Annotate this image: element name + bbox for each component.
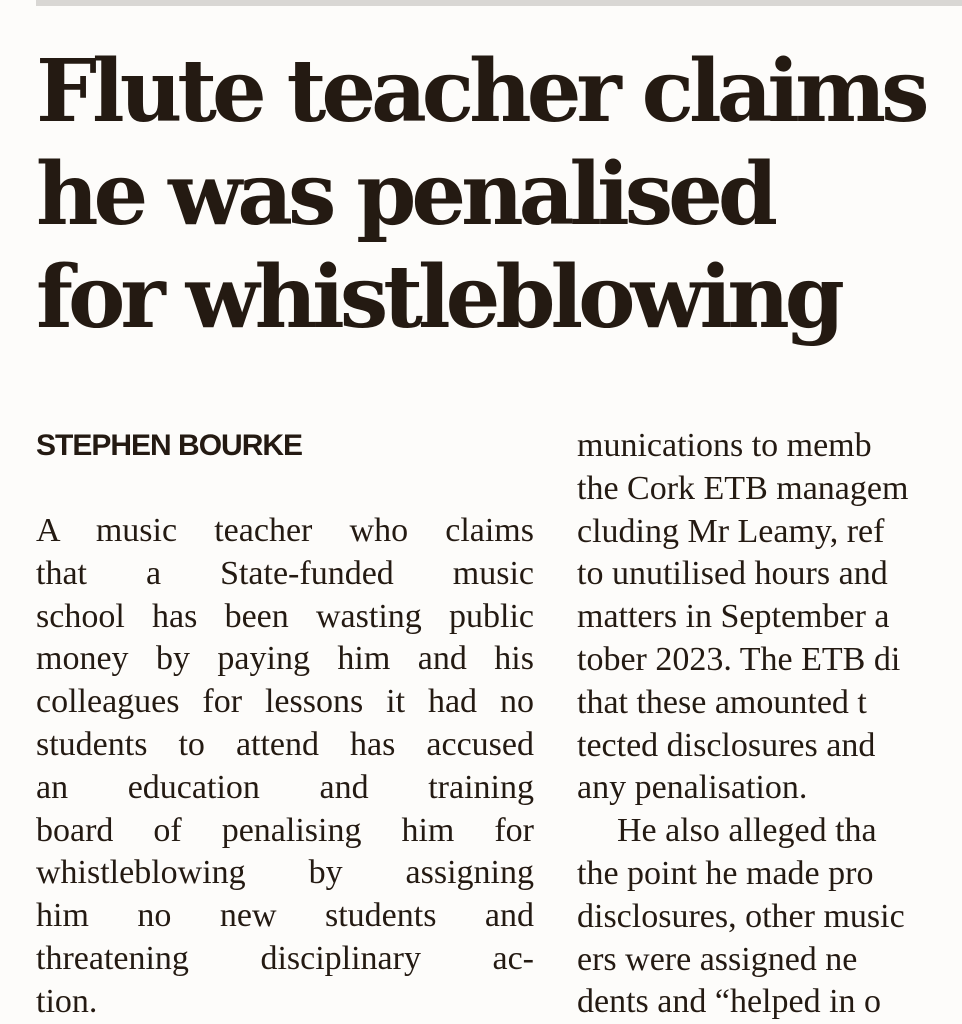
body-line: board of penalising him for <box>36 811 534 849</box>
body-line: money by paying him and his <box>36 640 534 678</box>
body-line: whistleblowing by assigning <box>36 854 534 892</box>
headline <box>36 40 956 349</box>
body-line: munications to memb <box>577 427 872 464</box>
body-line: the point he made pro <box>577 854 874 892</box>
body-line: any penalisation. <box>577 769 808 807</box>
body-line: cluding Mr Leamy, ref <box>577 512 885 550</box>
body-line: threatening disciplinary ac- <box>36 939 534 977</box>
body-line: matters in September a <box>577 598 890 636</box>
body-line: He also alleged tha <box>617 812 877 850</box>
headline-line-1: Flute teacher claims <box>36 41 925 142</box>
byline: STEPHEN BOURKE <box>36 429 303 462</box>
body-line: tober 2023. The ETB di <box>577 640 901 678</box>
body-line: him no new students and <box>36 897 534 935</box>
body-line: disclosures, other music <box>577 897 905 935</box>
body-line: students to attend has accused <box>36 725 534 763</box>
body-line: that these amounted t <box>577 683 867 721</box>
body-line: A music teacher who claims <box>36 512 534 549</box>
body-column-left <box>36 510 534 1024</box>
headline-line-2: he was penalised <box>36 144 773 245</box>
body-line: tion. <box>36 982 98 1020</box>
headline-line-3: for whistleblowing <box>36 247 840 348</box>
body-line: the Cork ETB managem <box>577 469 909 507</box>
body-line: dents and “helped in o <box>577 983 882 1021</box>
body-line: ers were assigned ne <box>577 940 858 978</box>
body-line: tected disclosures and <box>577 726 876 764</box>
body-column-right <box>577 425 962 1024</box>
body-line: colleagues for lessons it had no <box>36 683 534 721</box>
body-line: school has been wasting public <box>36 597 534 635</box>
body-line: to unutilised hours and <box>577 555 888 593</box>
body-line: that a State-funded music <box>36 554 534 592</box>
body-line: an education and training <box>36 768 534 806</box>
top-rule <box>36 0 962 6</box>
